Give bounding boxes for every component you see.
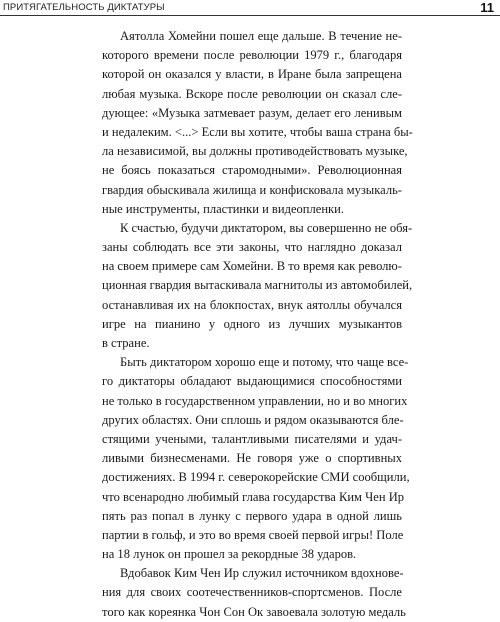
paragraph xyxy=(102,564,406,622)
body-text xyxy=(102,27,413,622)
text-line: Быть диктатором хорошо еще и потому, что чаще все- xyxy=(120,355,409,370)
text-line: на 18 лунок он прошел за рекордные 38 ударов. xyxy=(102,547,357,562)
text-line: ла независимой, вы должны противодействовать музыке, xyxy=(102,144,408,159)
text-line: которого времени после революции 1979 г., благодаря xyxy=(102,48,402,63)
text-line: партии в гольф, и это во время своей первой игры! Поле xyxy=(102,527,404,542)
text-line: заны соблюдать все эти законы, что наглядно доказал xyxy=(102,240,402,255)
text-line: ния для своих соотечественников-спортсменов. После xyxy=(102,585,402,600)
text-line: останавливая их на блокпостах, внук аятоллы обучался xyxy=(102,297,402,312)
text-line: го диктаторы обладают выдающимися способностями xyxy=(102,374,402,389)
text-line: Вдобавок Ким Чен Ир служил источником вдохнове- xyxy=(120,566,404,581)
text-line: К счастью, будучи диктатором, вы совершенно не обя- xyxy=(120,220,413,235)
text-line: других областях. Они сплошь и рядом оказываются бле- xyxy=(102,412,404,427)
paragraph xyxy=(102,219,413,353)
text-line: в стране. xyxy=(102,336,150,350)
paragraph xyxy=(102,353,410,564)
page-number: 11 xyxy=(480,0,494,15)
text-line: гвардия обыскивала жилища и конфисковала музыкаль- xyxy=(102,182,402,197)
text-line: не боясь показаться старомодными». Революционная xyxy=(102,163,402,178)
text-line: любая музыка. Вскоре после революции он сказал сле- xyxy=(102,86,402,101)
text-line: ные инструменты, пластинки и видеопленки. xyxy=(102,201,345,216)
text-line: Аятолла Хомейни пошел еще дальше. В течение не- xyxy=(120,29,402,43)
text-line: того как кореянка Чон Сон Ок завоевала золотую медаль xyxy=(102,604,406,619)
running-head xyxy=(0,0,500,18)
text-line: не только в государственном управлении, но и во многих xyxy=(102,393,408,408)
text-line: достижениях. В 1994 г. северокорейские СМИ сообщили, xyxy=(102,470,410,485)
text-line: дующее: «Музыка затмевает разум, делает его ленивым xyxy=(102,105,402,120)
text-line: пять раз попал в лунку с первого удара в одной лишь xyxy=(102,508,402,523)
text-line: стящими учеными, талантливыми писателями и удач- xyxy=(102,431,402,446)
text-line: что всенародно любимый глава государства Ким Чен Ир xyxy=(102,489,405,504)
text-line: игре на пианино у одного из лучших музыкантов xyxy=(102,316,402,331)
text-line: ционная гвардия вытаскивала магнитолы из автомобилей, xyxy=(102,278,413,293)
text-line: и недалеким. <...> Если вы хотите, чтобы ваша страна бы- xyxy=(102,124,413,139)
text-line: ливыми бизнесменами. Не говоря уже о спортивных xyxy=(102,451,402,466)
running-head-title: ПРИТЯГАТЕЛЬНОСТЬ ДИКТАТУРЫ xyxy=(3,2,165,13)
running-head-rule xyxy=(0,15,500,16)
text-line: на своем примере сам Хомейни. В то время как револю- xyxy=(102,259,402,274)
paragraph xyxy=(102,27,413,219)
text-line: которой он оказался у власти, в Иране была запрещена xyxy=(102,67,402,82)
